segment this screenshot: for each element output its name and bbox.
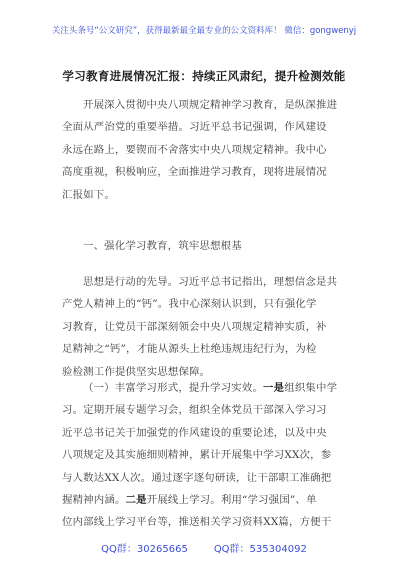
qq-group-1: QQ群：30265665 (101, 544, 188, 555)
intro-line: 全面从严治党的重要举措。习近平总书记强调，作风建设 (62, 121, 327, 134)
intro-line: 汇报如下。 (62, 188, 115, 201)
sub-line (62, 377, 352, 399)
sub-heading-text: （一）丰富学习形式，提升学习实效。 (83, 382, 264, 394)
section-line: 验检测工作提供坚实思想保障。 (62, 365, 211, 378)
sub-line: 习。定期开展专题学习会，组织全体党员干部深入学习习 (62, 404, 327, 417)
section-line: 产党人精神上的“钙”。我中心深刻认识到，只有强化学 (62, 298, 317, 311)
document-title: 学习教育进展情况汇报：持续正风肃纪，提升检测效能 (62, 69, 346, 83)
sub-line (62, 489, 352, 511)
footer-qq-groups (0, 540, 408, 555)
intro-line: 永远在路上，要锲而不舍落实中央八项规定精神。我中心 (62, 143, 327, 156)
sub-text: 组织集中学 (284, 382, 338, 394)
emphasis-text: 一是 (263, 382, 285, 394)
sub-line: 近平总书记关于加强党的作风建设的重要论述，以及中央 (62, 426, 327, 439)
qq-group-2: QQ群：535304092 (213, 544, 307, 555)
section-line: 习教育，让党员干部深刻领会中央八项规定精神实质，补 (62, 320, 327, 333)
promo-banner: 关注头条号“公文研究”，获得最新最全最专业的公文资料库！ 微信：gongwenyj (51, 26, 357, 36)
section-heading (62, 235, 352, 257)
section-line: 思想是行动的先导。习近平总书记指出，理想信念是共 (83, 276, 338, 288)
intro-line: 高度重视，积极响应，全面推进学习教育，现将进展情况 (62, 166, 327, 179)
section-paragraph (62, 271, 352, 383)
intro-line: 开展深入贯彻中央八项规定精神学习教育，是纵深推进 (83, 99, 338, 111)
section-line: 足精神之“钙”，才能从源头上杜绝违规违纪行为，为检 (62, 343, 317, 356)
sub-line: 与人数达XX人次。通过逐字逐句研读，让干部职工准确把 (62, 471, 332, 484)
sub-text: 开展线上学习。利用“学习强国”、单 (146, 494, 317, 507)
sub-line: 位内部线上学习平台等，推送相关学习资料XX篇，方便干 (62, 516, 332, 529)
emphasis-text: 二是 (125, 494, 147, 507)
sub-line: 八项规定及其实施细则精神，累计开展集中学习XX次，参 (62, 449, 332, 462)
section-heading-text: 一、强化学习教育，筑牢思想根基 (83, 240, 242, 252)
sub-paragraph (62, 377, 352, 534)
sub-text: 握精神内涵。 (62, 494, 126, 507)
intro-paragraph (62, 94, 352, 206)
